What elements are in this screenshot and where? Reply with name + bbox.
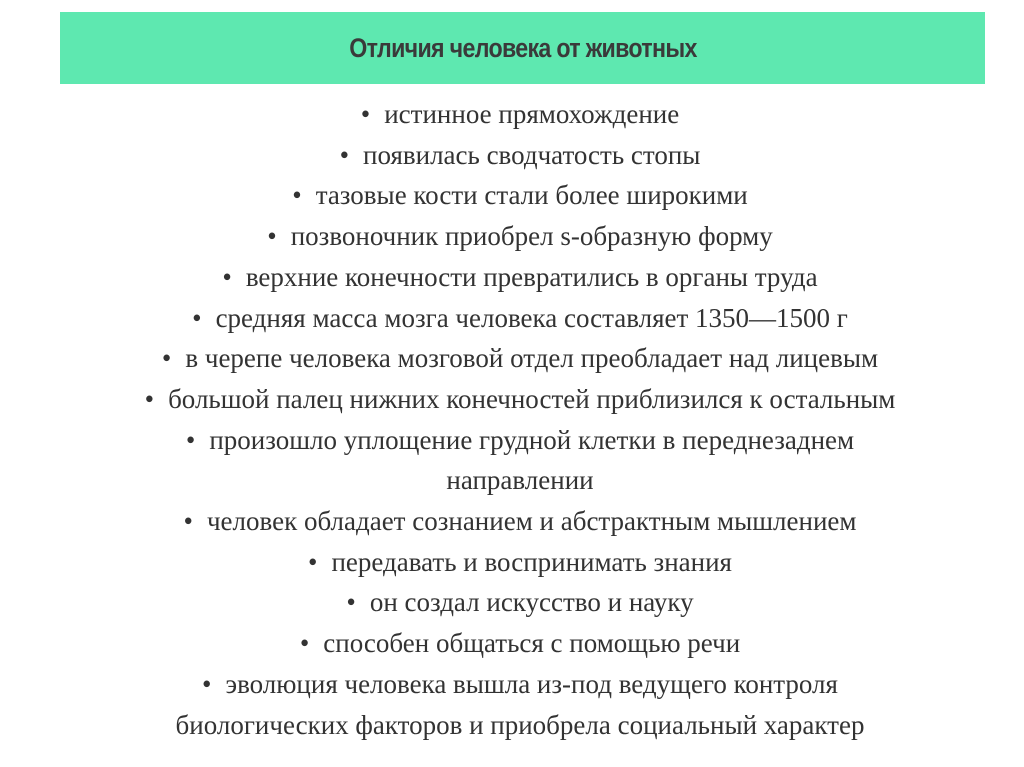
list-item-text: произошло уплощение грудной клетки в переднезаднем [209,424,855,455]
list-item [20,623,1020,664]
list-item-text: он создал искусство и науку [369,587,694,618]
list-item-text: средняя масса мозга человека составляет 1350—1500 г [215,302,848,333]
list-item [20,420,1020,501]
bullet-list [20,94,1020,745]
list-item-text: в черепе человека мозговой отдел преобладает над лицевым [185,343,879,374]
list-item [20,94,1020,135]
list-item [20,298,1020,339]
list-item [20,379,1020,420]
bullet-icon: • [339,139,350,170]
list-item [20,257,1020,298]
bullet-icon: • [183,506,193,537]
list-item [20,175,1020,216]
list-item-text: верхние конечности превратились в органы труда [245,261,818,292]
list-item [20,501,1020,542]
list-item-text: человек обладает сознанием и абстрактным мышлением [206,506,857,537]
list-item [20,582,1020,623]
bullet-icon: • [192,302,202,333]
list-item [20,135,1020,176]
list-item-text: большой палец нижних конечностей приблизился к остальным [168,383,896,414]
bullet-icon: • [292,180,302,211]
list-item [20,542,1020,583]
list-item [20,338,1020,379]
bullet-icon: • [267,221,277,252]
list-item-text-continued: направлении [446,465,594,496]
bullet-icon: • [299,628,310,659]
bullet-icon: • [346,587,356,618]
bullet-icon: • [161,343,172,374]
slide-title: Отличия человека от животных [348,32,697,63]
list-item-text: передавать и воспринимать знания [331,546,732,577]
bullet-icon: • [144,383,155,414]
bullet-icon: • [360,99,371,129]
list-item [20,216,1020,257]
list-item-text-continued: биологических факторов и приобрела социальный характер [175,709,865,740]
list-item-text: истинное прямохождение [384,99,680,129]
list-item-text: способен общаться с помощью речи [323,628,741,659]
bullet-icon: • [308,546,318,577]
list-item [20,664,1020,745]
bullet-icon: • [185,424,196,455]
title-bar [60,12,985,84]
list-item-text: позвоночник приобрел s-образную форму [290,221,773,252]
list-item-text: тазовые кости стали более широкими [315,180,748,211]
list-item-text: эволюция человека вышла из-под ведущего контроля [225,668,838,699]
list-item-text: появилась сводчатость стопы [363,139,701,170]
bullet-icon: • [222,261,232,292]
bullet-icon: • [202,668,212,699]
